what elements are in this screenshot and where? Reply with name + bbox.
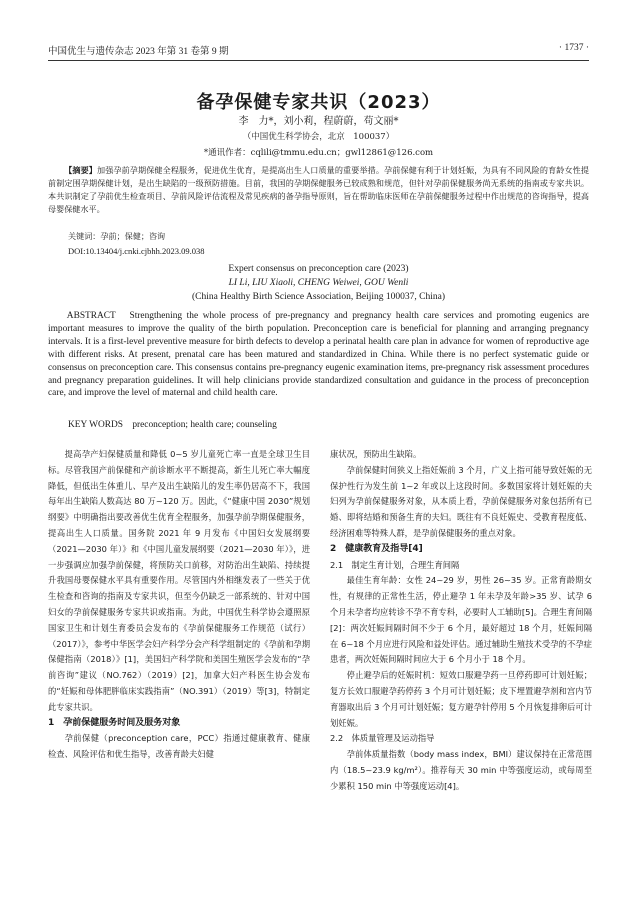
english-authors: LI Li, LIU Xiaoli, CHENG Weiwei, GOU Wenli bbox=[228, 278, 409, 288]
section-heading: 2 健康教育及指导[4] bbox=[330, 543, 423, 554]
english-affiliation: (China Healthy Birth Science Association, Beijing 100037, China) bbox=[191, 292, 446, 302]
body-paragraph: 孕前保健时间狭义上指妊娠前 3 个月，广义上指可能导致妊娠的无保护性行为发生前 1~2 年或以上这段时间。多数国家将计划妊娠的夫妇列为孕前保健服务对象，从本质上看，孕前保健服务对象包括所有已婚、即将结婚和预备生育的夫妇。既往有不良妊娠史、受教育程度低、经济困难等特殊人群，是孕前保健服务的重点对象。 bbox=[330, 464, 592, 538]
english-abstract: ABSTRACT Strengthening the whole process of pre-pregnancy and pregnancy health care services and promoting eugenics are important measures to improve the quality of the birth population. Preconception care is beneficial for planning and arranging pregnancy intervals. It is a first-level preventive measure for birth defects to develop a perinatal health care plan in advance for women of reproductive age with different risks. At present, prenatal care has been matured and standardized in China. While there is no perfect systematic guide or consensus on preconception care. This consensus contains pre-pregnancy eugenic examination items, pre-pregnancy risk assessment procedures and pregnancy preparation guidelines. It will help clinicians provide standardized consultation and guidance in the process of preconception care, and improve the level of maternal and child health care. bbox=[48, 311, 589, 399]
body-column-right bbox=[330, 447, 592, 795]
subsection-heading: 2.2 体质量管理及运动指导 bbox=[330, 733, 435, 744]
header-rule bbox=[48, 60, 589, 61]
abstract-chinese bbox=[48, 164, 589, 216]
subsection-heading: 2.1 制定生育计划，合理生育间隔 bbox=[330, 559, 460, 570]
abstract-label: 【摘要】 bbox=[64, 165, 97, 175]
intro-paragraph: 提高孕产妇保健质量和降低 0~5 岁儿童死亡率一直是全球卫生目标。尽管我国产前保健和产前诊断水平不断提高，新生儿死亡率大幅度降低，但低出生体重儿、早产及出生缺陷儿的发生率仍居高不下，我国每年出生缺陷人数高达 80 万~120 万。因此，《“健康中国 2030”规划纲要》中明确指出要改善优生优育全程服务，加强孕前孕期保健服务，提高出生人口质量。国务院 2021 年 9 月发布《中国妇女发展纲要（2021—2030 年）》和《中国儿童发展纲要（2021—2030 年）》，进一步强调应加强孕前保健，将预防关口前移，对防治出生缺陷、持续提升我国母婴保健水平具有重要作用。尽管国内外相继发表了一些关于优生检查和咨询的指南及专家共识，但至今仍缺乏一部系统的、针对中国妇女的孕前保健服务专家共识或指南。为此，中国优生科学协会遵照原国家卫生和计划生育委员会发布的《孕前保健服务工作规范（试行）（2017）》，参考中华医学会妇产科学分会产科学组制定的《孕前和孕期保健指南（2018）》[1]，美国妇产科学院和美国生殖医学会发布的“孕前咨询”建议（NO.762）（2019）[2]，加拿大妇产科医生协会发布的“妊娠和母体肥胖临床实践指南”（NO.391）（2019）等[3]，特制定此专家共识。 bbox=[48, 449, 310, 712]
journal-issue: 中国优生与遗传杂志 2023 年第 31 卷第 9 期 bbox=[48, 47, 229, 57]
page-number: · 1737 · bbox=[558, 43, 589, 53]
english-keywords: KEY WORDS preconception; health care; counseling bbox=[68, 420, 277, 430]
body-paragraph: 最佳生育年龄：女性 24~29 岁，男性 26~35 岁。正常育龄期女性，有规律的正常性生活，停止避孕 1 年未孕及年龄>35 岁、试孕 6 个月未孕者均应转诊不孕不育专科，必要时人工辅助[5]。合理生育间隔[2]：两次妊娠间隔时间不少于 6 个月，最好超过 18 个月，妊娠间隔在 6~18 个月应进行风险和益处评估。通过辅助生殖技术受孕的不孕症患者，两次妊娠间隔时间应大于 6 个月小于 18 个月。 bbox=[330, 575, 592, 665]
abstract-text: 加强孕前孕期保健全程服务，促进优生优育，是提高出生人口质量的重要举措。孕前保健有利于计划妊娠，为具有不同风险的育龄女性提前制定围孕期保健计划，是出生缺陷的一级预防措施。目前，我国的孕期保健服务已较成熟和规范，但针对孕前保健服务尚无系统的指南或专家共识。本共识制定了孕前优生检查项目、孕前风险评估流程及常见疾病的备孕指导原则，旨在帮助临床医师在孕前保健服务过程中作出规范的咨询指导，提高母婴保健水平。 bbox=[48, 165, 589, 214]
body-paragraph: 孕前体质量指数（body mass index，BMI）建议保持在正常范围内（18.5~23.9 kg/m²）。推荐每天 30 min 中等强度运动，或每周至少累积 150 min 中等强度运动[4]。 bbox=[330, 749, 592, 791]
affiliation: （中国优生科学协会，北京 100037） bbox=[242, 132, 395, 142]
section-heading: 1 孕前保健服务时间及服务对象 bbox=[48, 717, 181, 728]
english-title: Expert consensus on preconception care (2023) bbox=[228, 264, 409, 274]
body-paragraph: 康状况，预防出生缺陷。 bbox=[330, 449, 422, 459]
author-list: 李 力*，刘小莉，程蔚蔚，苟文丽* bbox=[238, 116, 399, 127]
keywords-chinese: 关键词：孕前；保健；咨询 bbox=[68, 231, 166, 241]
body-column-left bbox=[48, 447, 310, 763]
body-paragraph: 孕前保健（preconception care，PCC）指通过健康教育、健康检查、风险评估和优生指导，改善育龄夫妇健 bbox=[48, 733, 310, 760]
body-paragraph: 停止避孕后的妊娠时机：短效口服避孕药一旦停药即可计划妊娠；复方长效口服避孕药停药 3 个月可计划妊娠；皮下埋置避孕剂和宫内节育器取出后 3 个月可计划妊娠；复方避孕针停用 5 个月恢复排卵后可计划妊娠。 bbox=[330, 670, 592, 728]
corresponding-email: *通讯作者：cqlili@tmmu.edu.cn；gwl12861@126.com bbox=[203, 148, 434, 158]
doi: DOI:10.13404/j.cnki.cjbhh.2023.09.038 bbox=[68, 246, 205, 256]
article-title: 备孕保健专家共识（2023） bbox=[196, 92, 441, 113]
